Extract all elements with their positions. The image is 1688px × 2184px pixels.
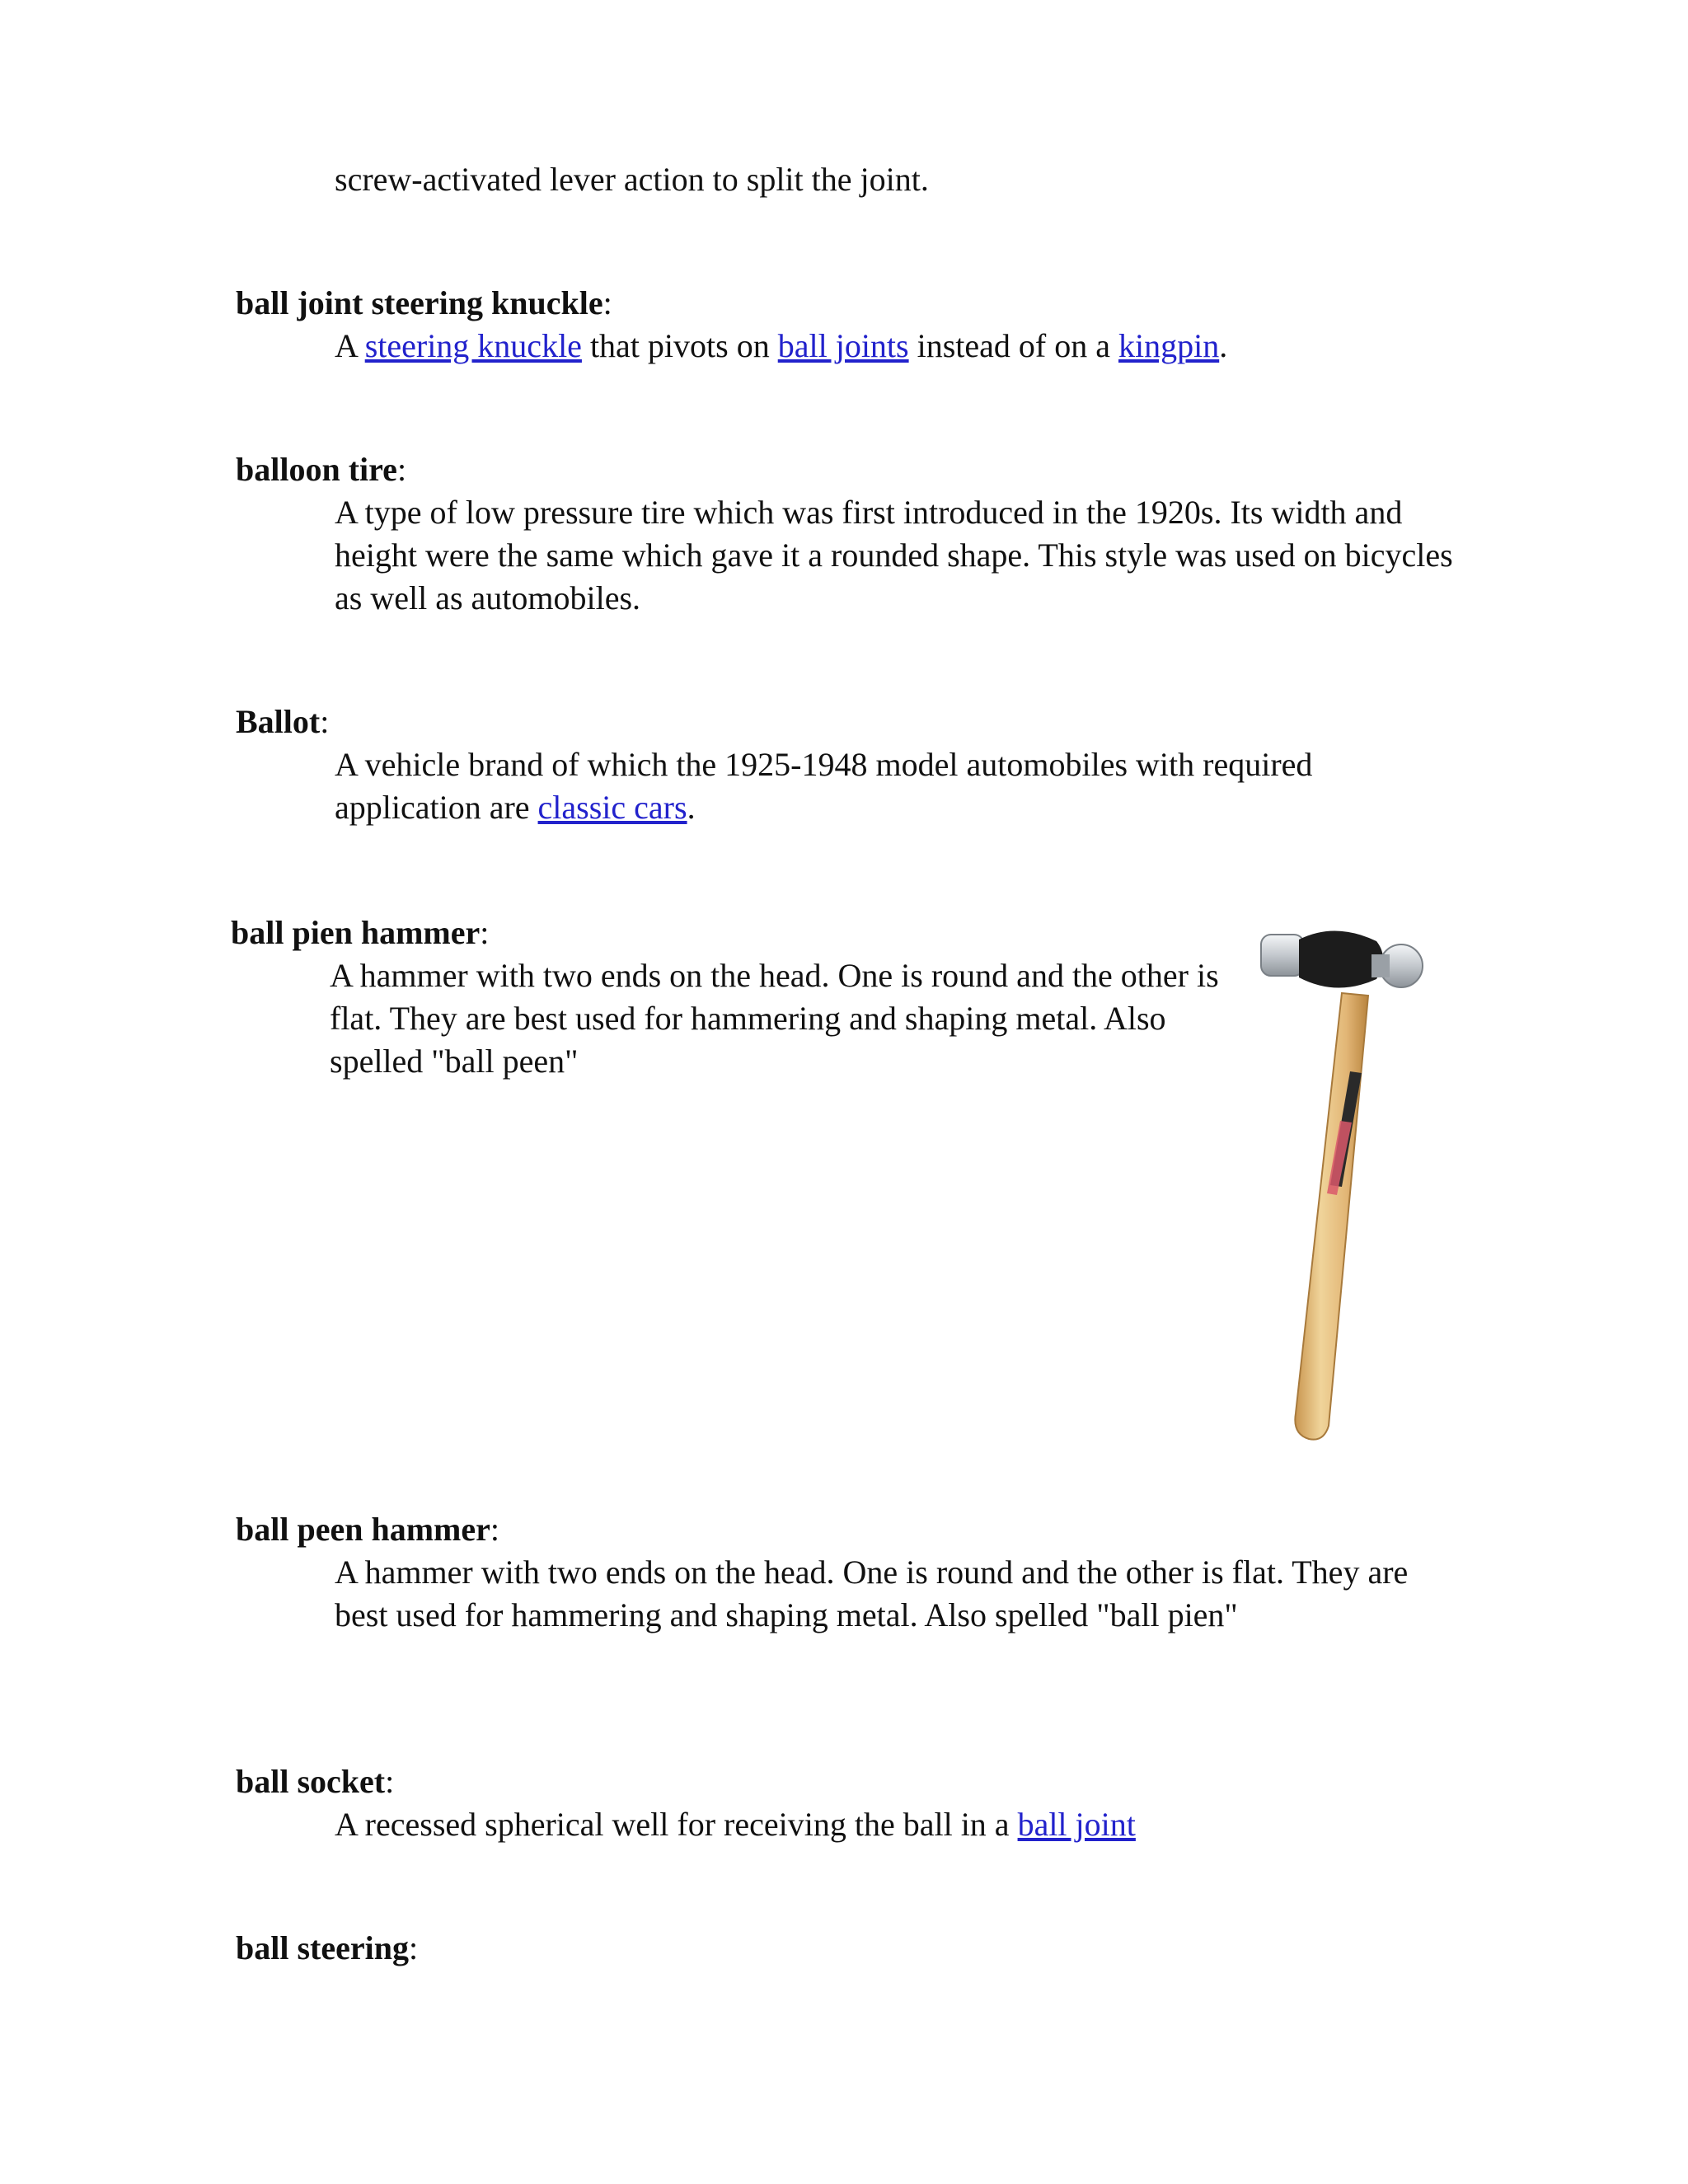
term-label: ball joint steering knuckle [236,284,603,321]
def-text: instead of on a [908,327,1118,364]
link-ball-joint[interactable]: ball joint [1017,1806,1136,1843]
term-ball-socket [236,1760,394,1803]
continuation-text: screw-activated lever action to split the joint. [335,161,929,198]
term-colon: : [396,451,407,488]
term-ball-peen-hammer [236,1508,499,1551]
term-ball-joint-steering-knuckle [236,282,612,325]
term-colon: : [320,703,330,740]
definition-ball-socket [335,1803,1456,1846]
def-text: A vehicle brand of which the 1925-1948 model automobiles with required application are [335,746,1313,826]
definition-balloon-tire: A type of low pressure tire which was first introduced in the 1920s. Its width and height were the same which gave it a rounded shape. This style was used on bicycles as well as automobiles. [335,494,1453,616]
term-label: ball peen hammer [236,1511,490,1548]
term-label: ball pien hammer [231,914,481,951]
term-label: balloon tire [236,451,397,488]
link-steering-knuckle[interactable]: steering knuckle [364,327,582,364]
ball-pien-hammer-image [1245,915,1451,1451]
term-ball-pien-hammer [231,912,489,954]
term-colon: : [385,1763,395,1800]
term-label: Ballot [236,703,321,740]
definition-ball-joint-steering-knuckle [335,325,1456,368]
term-ball-steering [236,1927,418,1970]
definition-ballot [335,743,1456,829]
def-text: A [335,327,365,364]
definition-ball-pien-hammer: A hammer with two ends on the head. One is round and the other is flat. They are best used for hammering and shaping metal. Also spelled "ball peen" [330,957,1219,1080]
term-colon: : [480,914,490,951]
def-text: that pivots on [581,327,778,364]
term-label: ball steering [236,1929,409,1966]
term-ballot [236,701,329,743]
term-balloon-tire [236,448,406,491]
term-colon: : [408,1929,419,1966]
def-text: . [687,789,696,826]
def-text: A recessed spherical well for receiving the ball in a [335,1806,1018,1843]
definition-ball-peen-hammer: A hammer with two ends on the head. One is round and the other is flat. They are best used for hammering and shaping metal. Also spelled "ball pien" [335,1554,1409,1633]
term-label: ball socket [236,1763,386,1800]
term-colon: : [490,1511,499,1548]
link-classic-cars[interactable]: classic cars [537,789,687,826]
def-text: . [1219,327,1228,364]
link-kingpin[interactable]: kingpin [1118,327,1220,364]
link-ball-joints[interactable]: ball joints [777,327,909,364]
term-colon: : [603,284,612,321]
